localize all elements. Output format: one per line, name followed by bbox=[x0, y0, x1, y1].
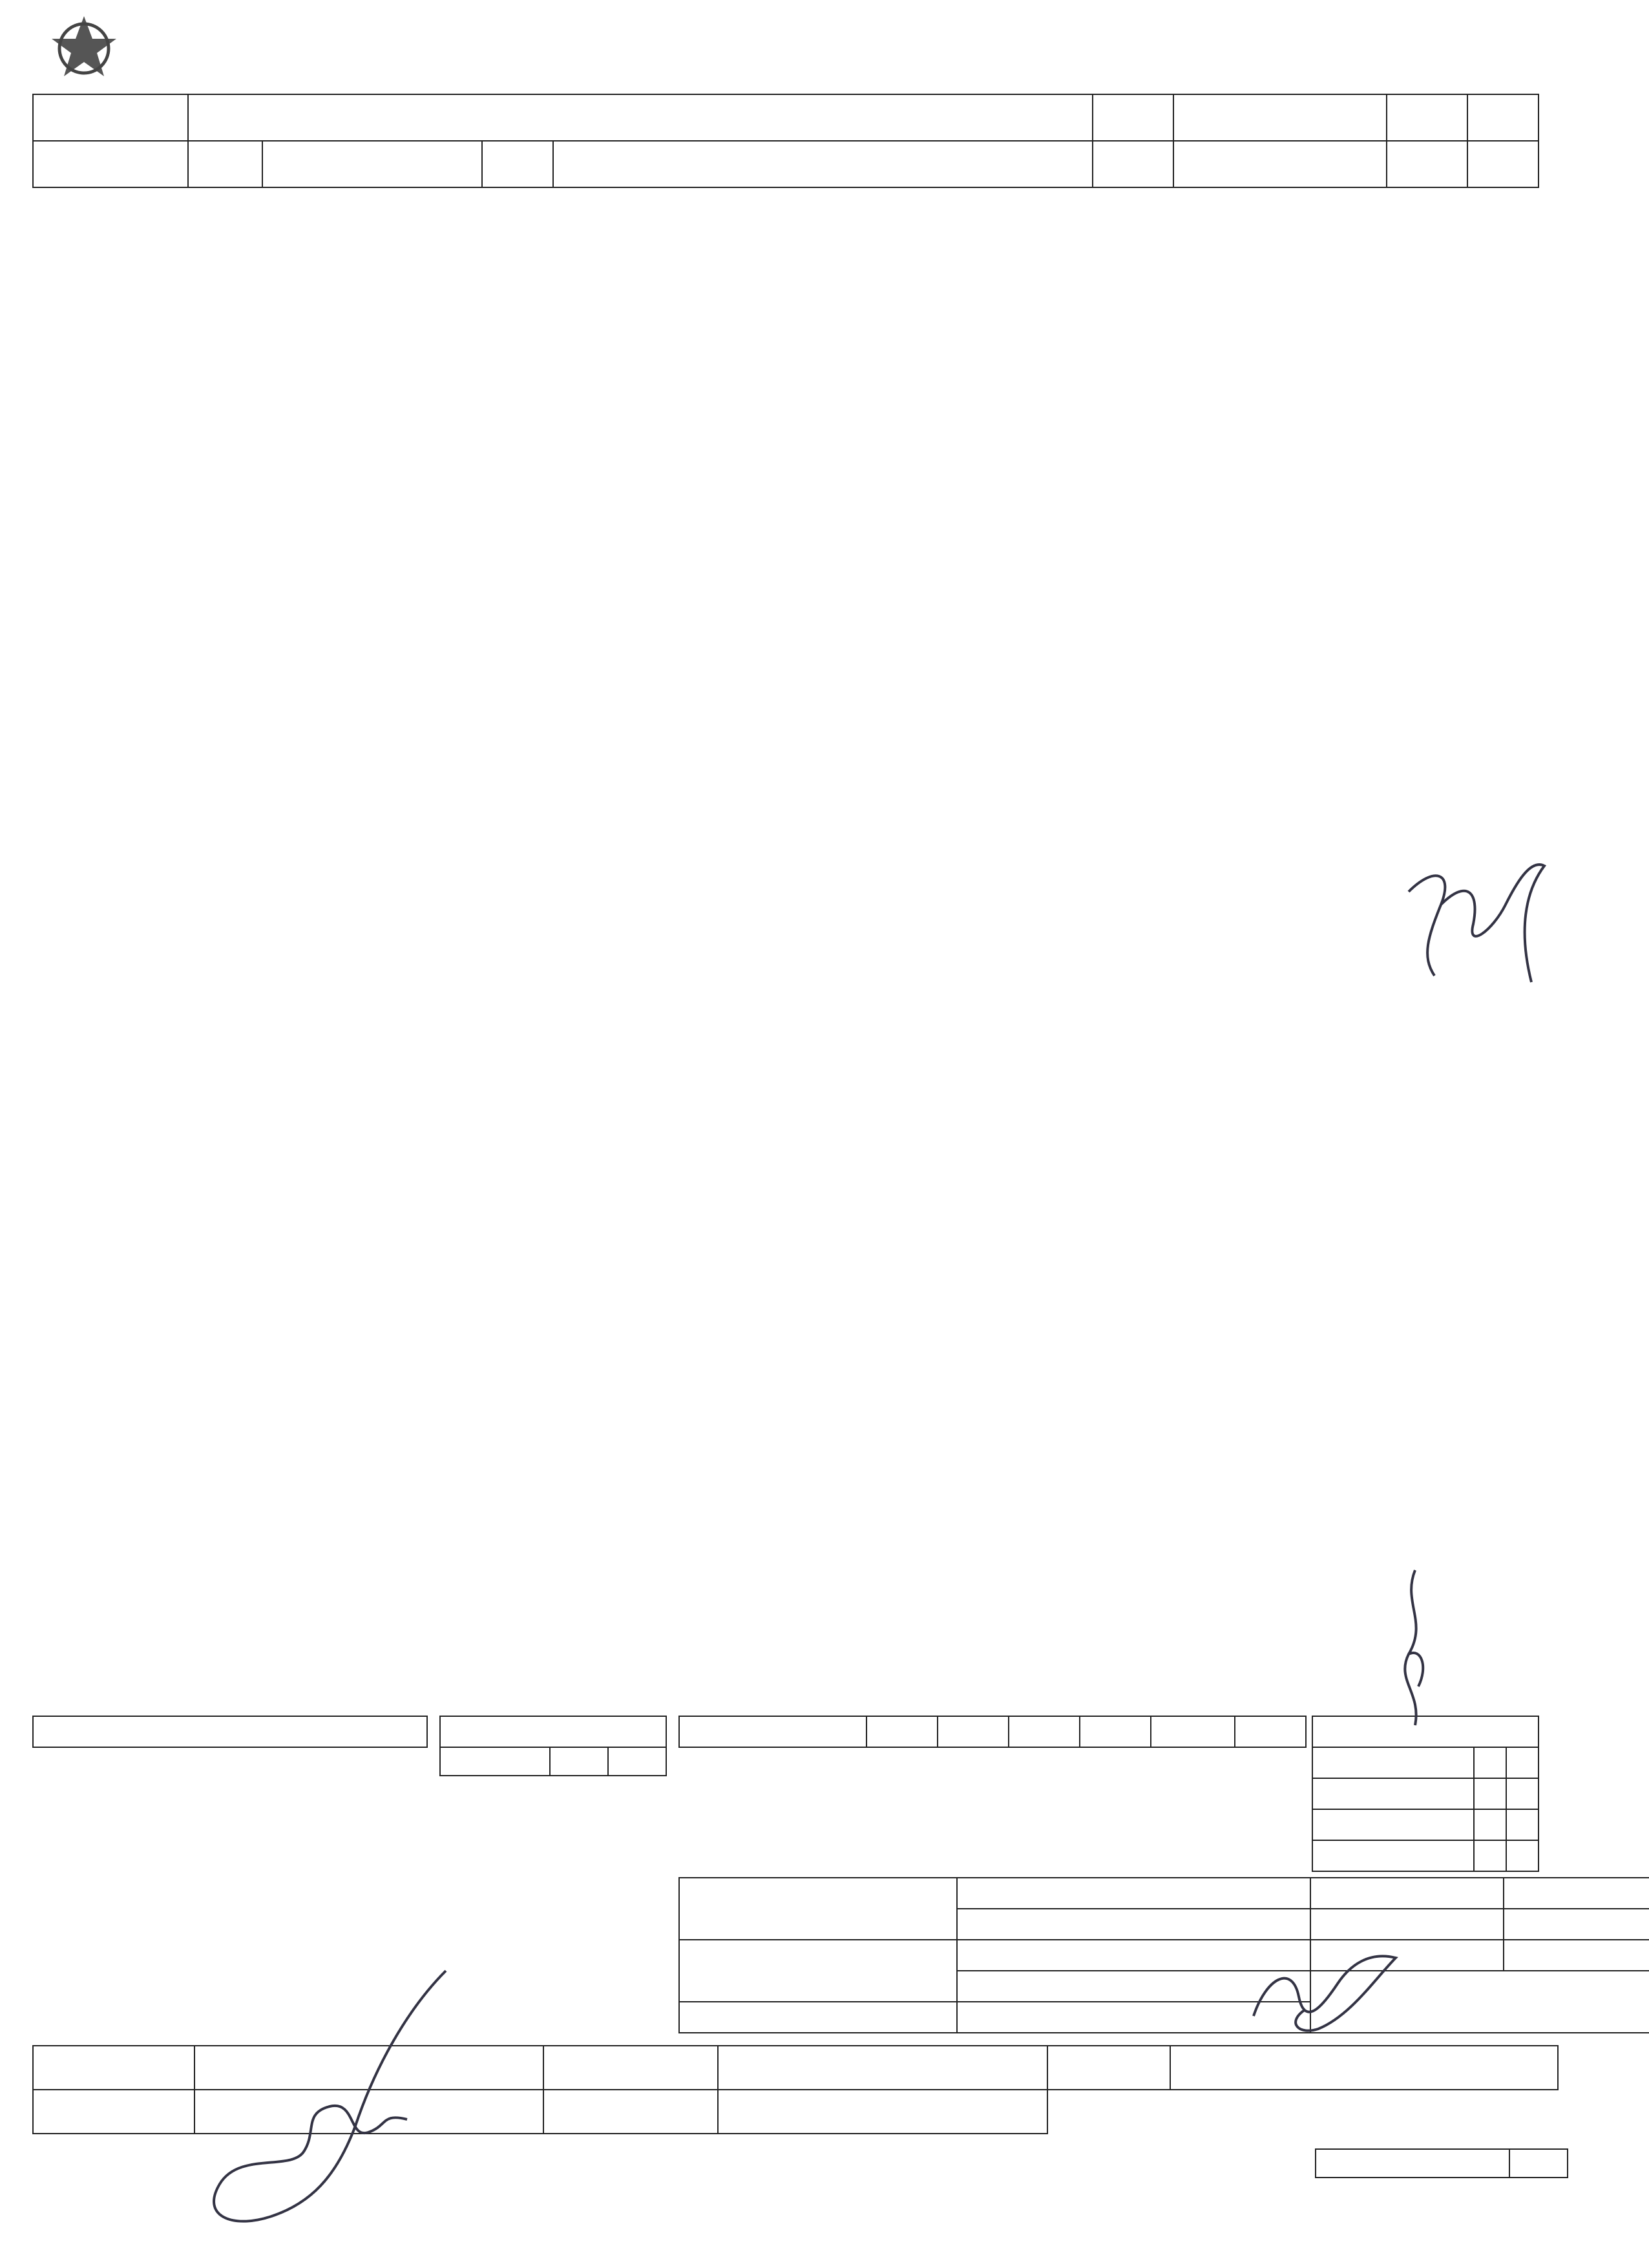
spectators-value bbox=[1467, 141, 1539, 187]
match-start-m bbox=[1506, 1747, 1539, 1778]
period-ot bbox=[1080, 1716, 1151, 1747]
inspector-value bbox=[1170, 2046, 1558, 2090]
goalie-col-time bbox=[440, 1747, 550, 1776]
secretary-value bbox=[1504, 1940, 1649, 1971]
logo-emblem-icon bbox=[39, 13, 129, 84]
match-time-table bbox=[1312, 1716, 1539, 1872]
goalie-col-a bbox=[550, 1747, 608, 1776]
match-place-table bbox=[32, 140, 1539, 188]
penalty-box-judge-2 bbox=[957, 1909, 1310, 1940]
announcer-value bbox=[1504, 1909, 1649, 1940]
linesman-label-1 bbox=[543, 2046, 718, 2090]
spectators-label bbox=[1387, 141, 1467, 187]
informer-label bbox=[1310, 1878, 1504, 1909]
signature-secretary-icon bbox=[1241, 1938, 1409, 2042]
shootout-table bbox=[32, 1716, 428, 1776]
city-value bbox=[262, 141, 482, 187]
inspector-label bbox=[1047, 2046, 1170, 2090]
city-label bbox=[188, 141, 262, 187]
period-1 bbox=[867, 1716, 938, 1747]
match-end-h bbox=[1474, 1778, 1506, 1809]
linesman-label-2 bbox=[543, 2090, 718, 2134]
linesman-1 bbox=[718, 2046, 1047, 2090]
period-bp bbox=[1151, 1716, 1235, 1747]
time-label bbox=[1093, 141, 1173, 187]
goalie-title bbox=[440, 1716, 666, 1747]
timeout-a-label bbox=[1312, 1809, 1474, 1840]
linesman-2 bbox=[718, 2090, 1047, 2134]
match-end-m bbox=[1506, 1778, 1539, 1809]
signature-team-b-icon bbox=[1383, 1564, 1447, 1732]
periods-title bbox=[679, 1716, 867, 1747]
period-2 bbox=[938, 1716, 1009, 1747]
timekeeper-label bbox=[679, 2002, 957, 2033]
arena-label bbox=[482, 141, 553, 187]
signature-team-a-icon bbox=[1396, 853, 1564, 995]
arena-value bbox=[553, 141, 1093, 187]
informer-value bbox=[1504, 1878, 1649, 1909]
game-label bbox=[1387, 94, 1467, 141]
date-value bbox=[1173, 94, 1387, 141]
goalie-col-b bbox=[608, 1747, 666, 1776]
competition-value bbox=[188, 94, 1093, 141]
shootout-title bbox=[33, 1716, 427, 1747]
penalty-box-judge-1 bbox=[957, 1878, 1310, 1909]
period-3 bbox=[1009, 1716, 1080, 1747]
goal-judges-label bbox=[679, 1940, 957, 2002]
remarks-table bbox=[1315, 2148, 1568, 2178]
date-label bbox=[1093, 94, 1173, 141]
game-value bbox=[1467, 94, 1539, 141]
match-end-label bbox=[1312, 1778, 1474, 1809]
place-label bbox=[33, 141, 188, 187]
remarks-value bbox=[1509, 2149, 1568, 2178]
competition-label bbox=[33, 94, 188, 141]
timeout-b-label bbox=[1312, 1840, 1474, 1871]
periods-table bbox=[678, 1716, 1307, 1748]
penalty-box-label bbox=[679, 1878, 957, 1940]
period-total bbox=[1235, 1716, 1306, 1747]
match-info-table bbox=[32, 94, 1539, 142]
announcer-label bbox=[1310, 1909, 1504, 1940]
officials-table bbox=[678, 1877, 1649, 2033]
time-value bbox=[1173, 141, 1387, 187]
match-start-h bbox=[1474, 1747, 1506, 1778]
logo bbox=[39, 13, 439, 84]
match-start-label bbox=[1312, 1747, 1474, 1778]
signature-referee-icon bbox=[162, 1958, 465, 2242]
remarks-label bbox=[1316, 2149, 1509, 2178]
goalie-time-table bbox=[439, 1716, 667, 1776]
